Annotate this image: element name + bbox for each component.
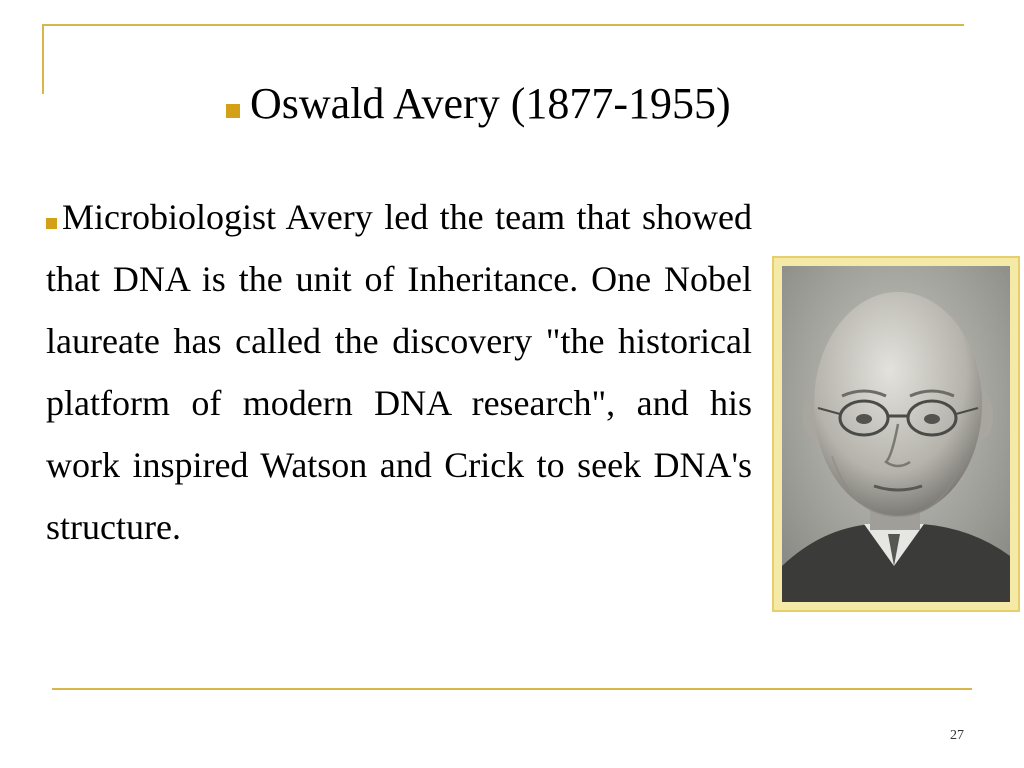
slide-title <box>226 76 731 132</box>
slide-body-text: Microbiologist Avery led the team that showed that DNA is the unit of Inheritance. One Nobel laureate has called the discovery "the historical platform of modern DNA research", and his work inspired Watson and Crick to seek DNA's structure. <box>46 197 752 547</box>
square-bullet-icon <box>46 218 57 229</box>
frame-top-rule <box>42 24 964 26</box>
portrait-photo <box>782 266 1010 602</box>
square-bullet-icon <box>226 104 240 118</box>
slide-body <box>46 186 752 558</box>
frame-left-rule <box>42 24 44 94</box>
page-number: 27 <box>950 728 964 743</box>
footer-rule <box>52 688 972 690</box>
portrait-photo-frame <box>772 256 1020 612</box>
slide-title-text: Oswald Avery (1877-1955) <box>250 79 731 128</box>
